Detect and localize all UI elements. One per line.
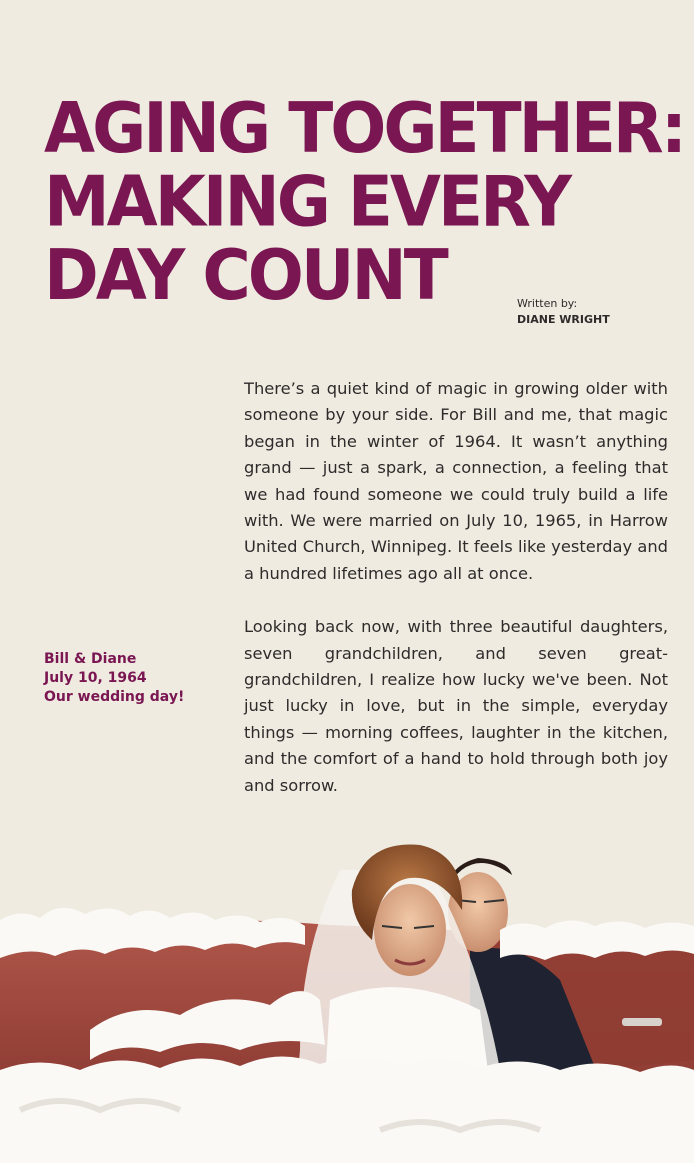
caption-line-3: Our wedding day!: [44, 689, 185, 705]
caption-line-1: Bill & Diane: [44, 651, 137, 667]
byline: [517, 296, 610, 328]
author-name: DIANE WRIGHT: [517, 313, 610, 326]
title-line-3: DAY COUNT: [44, 234, 446, 316]
caption-line-2: July 10, 1964: [44, 670, 147, 686]
car-door-handle: [622, 1018, 662, 1026]
photo-caption: [44, 650, 184, 707]
title-line-2: MAKING EVERY: [44, 161, 570, 243]
byline-label: Written by:: [517, 297, 578, 310]
article-body: [244, 376, 668, 826]
wedding-photo: [0, 830, 694, 1163]
title-line-1: AGING TOGETHER:: [44, 87, 685, 169]
article-title: [44, 87, 685, 316]
bride-face: [374, 884, 446, 976]
paragraph-2: Looking back now, with three beautiful daughters, seven grandchildren, and seven great-grandchildren, I realize how lucky we've been. Not just lucky in love, but in the simple, everyday things — morning coffees, laughter in the kitchen, and the comfort of a hand to hold through both joy and sorrow.: [244, 617, 668, 795]
paragraph-1: There’s a quiet kind of magic in growing older with someone by your side. For Bill and me, that magic began in the winter of 1964. It wasn’t anything grand — just a spark, a connection, a feeling that we had found someone we could truly build a life with. We were married on July 10, 1965, in Harrow United Church, Winnipeg. It feels like yesterday and a hundred lifetimes ago all at once.: [244, 379, 668, 583]
